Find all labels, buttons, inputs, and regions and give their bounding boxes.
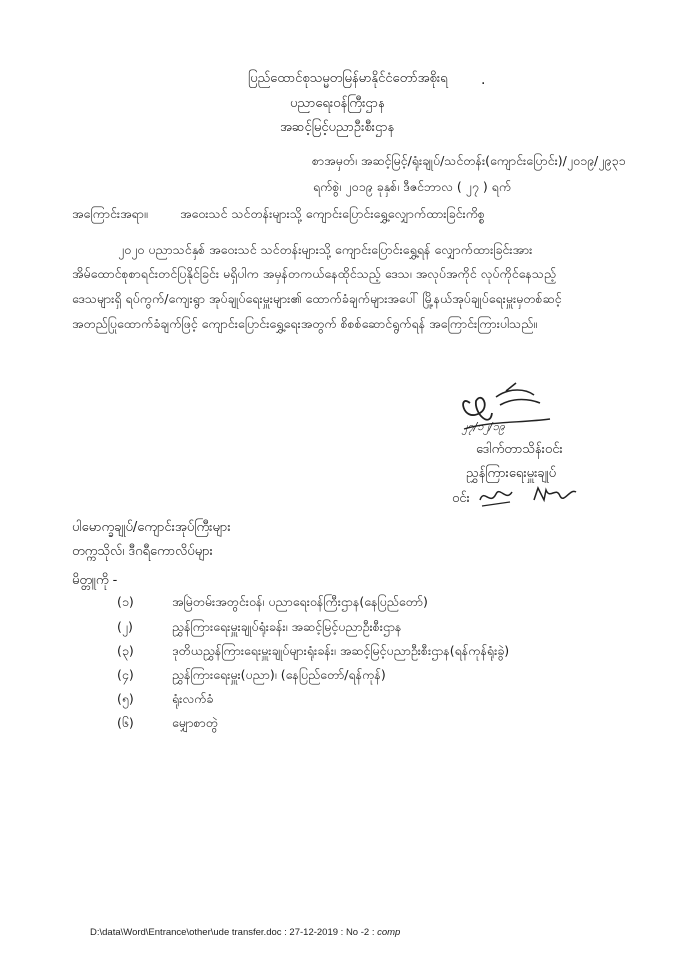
copy-item-text: မျှောစာတွဲ xyxy=(172,715,218,730)
subject-text: အဝေးသင် သင်တန်းများသို့ ကျောင်းပြောင်းရွှေ့လျှောက်ထားခြင်းကိစ္စ xyxy=(180,206,485,221)
copy-item-number: (၅) xyxy=(117,691,134,706)
footer-path-text: D:\data\Word\Entrance\other\ude transfer.doc : 27-12-2019 : No -2 : xyxy=(90,927,378,938)
body-line: အတည်ပြုထောက်ခံချက်ဖြင့် ကျောင်းပြောင်းရွှေ့ရေးအတွက် စိစစ်ဆောင်ရွက်ရန် အကြောင်းကြားပါသည်။ xyxy=(72,316,538,331)
signatory-title: ညွှန်ကြားရေးမှူးချုပ် xyxy=(466,466,557,481)
body-line: ၂၀၂၀ ပညာသင်နှစ် အဝေးသင် သင်တန်းများသို့ ကျောင်းပြောင်းရွှေ့ရန် လျှောက်ထားခြင်းအား xyxy=(118,242,533,257)
copy-item-number: (၃) xyxy=(117,643,134,658)
copy-item-text: ဒုတိယညွှန်ကြားရေးမှူးချုပ်များရုံးခန်း၊ အဆင့်မြင့်ပညာဦးစီးဌာန(ရန်ကုန်ရုံးခွဲ) xyxy=(172,643,510,658)
handwritten-date: ၂၇/၁၂/၁၉ xyxy=(462,420,505,433)
reference-number: စာအမှတ်၊ အဆင့်မြင့်/ရုံးချုပ်/သင်တန်း(ကျောင်းပြောင်း)/၂၀၁၉/၂၉၃၁ xyxy=(312,153,626,168)
body-line: ဒေသများရှိ ရပ်ကွက်/ကျေးရွာ အုပ်ချုပ်ရေးမှူးများ၏ ထောက်ခံချက်များအပေါ် မြို့နယ်အုပ်ချုပ်ရေးမှူးမှတစ်ဆင့် xyxy=(72,291,562,306)
reference-date: ရက်စွဲ၊ ၂၀၁၉ ခုနှစ်၊ ဒီဇင်ဘာလ ( ၂၇ ) ရက် xyxy=(313,179,512,194)
initials-prefix: ဝင်း xyxy=(452,491,470,506)
header-department-line3: အဆင့်မြင့်ပညာဦးစီးဌာန xyxy=(280,120,395,135)
header-dot: . xyxy=(481,72,486,88)
footer-file-path xyxy=(90,927,400,938)
initial-mark-2 xyxy=(530,480,578,512)
copy-item-text: ရုံးလက်ခံ xyxy=(172,691,214,706)
recipients-line1: ပါမောက္ခချုပ်/ကျောင်းအုပ်ကြီးများ xyxy=(72,520,231,535)
signatory-name: ဒေါက်တာသိန်းဝင်း xyxy=(476,442,563,457)
copies-label: မိတ္တူကို - xyxy=(72,573,118,588)
initial-mark-1 xyxy=(476,482,516,514)
copy-item-number: (၂) xyxy=(117,619,133,634)
copy-item-number: (၆) xyxy=(117,715,134,730)
copy-item-text: ညွှန်ကြားရေးမှူးချုပ်ရုံးခန်း၊ အဆင့်မြင့်ပညာဦးစီးဌာန xyxy=(172,619,402,634)
header-ministry-line1: ပြည်ထောင်စုသမ္မတမြန်မာနိုင်ငံတော်အစိုးရ xyxy=(248,71,448,86)
footer-suffix: comp xyxy=(377,927,401,938)
copy-item-number: (၄) xyxy=(117,667,134,682)
subject-label: အကြောင်းအရာ။ xyxy=(72,206,148,221)
copy-item-text: ညွှန်ကြားရေးမှူး(ပညာ)၊ (နေပြည်တော်/ရန်ကုန်) xyxy=(172,667,386,682)
recipients-line2: တက္ကသိုလ်၊ ဒီဂရီကောလိပ်များ xyxy=(72,544,213,559)
copy-item-number: (၁) xyxy=(117,594,134,609)
copy-item-text: အမြဲတမ်းအတွင်းဝန်၊ ပညာရေးဝန်ကြီးဌာန(နေပြည်တော်) xyxy=(172,594,428,609)
header-ministry-line2: ပညာရေးဝန်ကြီးဌာန xyxy=(290,96,385,111)
body-line: အိမ်ထောင်စုစာရင်းတင်ပြနိုင်ခြင်း မရှိပါက အမှန်တကယ်နေထိုင်သည့် ဒေသ၊ အလုပ်အကိုင် လုပ်ကိုင်နေသည့် xyxy=(72,266,557,281)
